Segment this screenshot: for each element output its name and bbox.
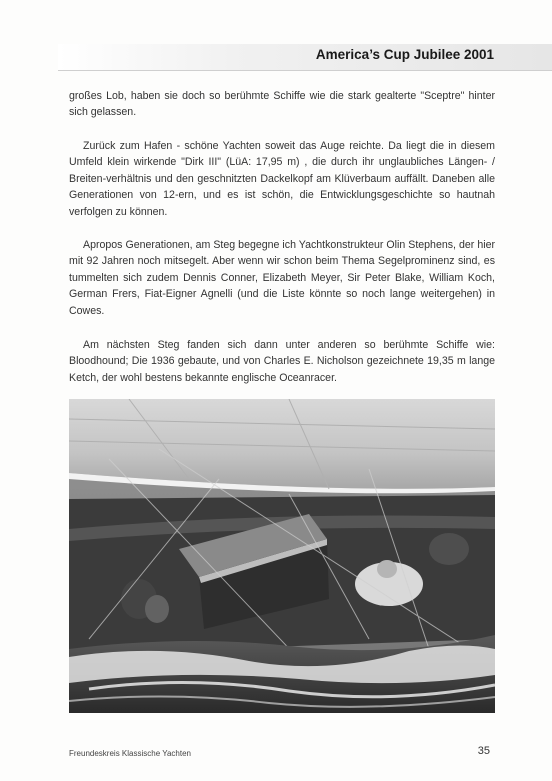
- header-rule: [58, 70, 552, 71]
- running-header-title: America’s Cup Jubilee 2001: [315, 47, 494, 62]
- paragraph-4: [69, 337, 495, 386]
- paragraph-text: Zurück zum Hafen - schöne Yachten soweit das Auge reichte. Da liegt die in diesem Umfeld klein wirkende "Dirk III" (LüA: 17,95 m) , die durch ihr unglaubliches Längen- / Breiten-verhältnis und den geschnitzten Dackelkopf am Klüverbaum auffällt. Daneben alle Generationen von 12-ern, und es ist schön, die Entwicklungsgeschichte so hautnah verfolgen zu können.: [69, 140, 495, 218]
- sailing-yacht-photo: [69, 399, 495, 713]
- paragraph-2: [69, 138, 495, 220]
- paragraph-text: Am nächsten Steg fanden sich dann unter anderen so berühmte Schiffe wie: Bloodhound; Die 1936 gebaute, und von Charles E. Nicholson gezeichnete 19,35 m lange Ketch, der wohl bestens bekannte englische Oceanracer.: [69, 339, 495, 384]
- photo-illustration: [69, 399, 495, 713]
- paragraph-text: Apropos Generationen, am Steg begegne ich Yachtkonstrukteur Olin Stephens, der hier mit 92 Jahren noch mitsegelt. Aber wenn wir schon beim Thema Segelprominenz sind, es tummelten sich zudem Dennis Conner, Elizabeth Meyer, Sir Peter Blake, William Koch, German Frers, Fiat-Eigner Agnelli (und die Liste könnte so noch lange weitergehen) in Cowes.: [69, 239, 495, 317]
- paragraph-1: [69, 88, 495, 121]
- paragraph-3: [69, 237, 495, 319]
- page-number: 35: [477, 745, 490, 757]
- paragraph-text: großes Lob, haben sie doch so berühmte Schiffe wie die stark gealterte "Sceptre" hinter sich gelassen.: [69, 90, 495, 119]
- footer-publisher: Freundeskreis Klassische Yachten: [69, 749, 191, 758]
